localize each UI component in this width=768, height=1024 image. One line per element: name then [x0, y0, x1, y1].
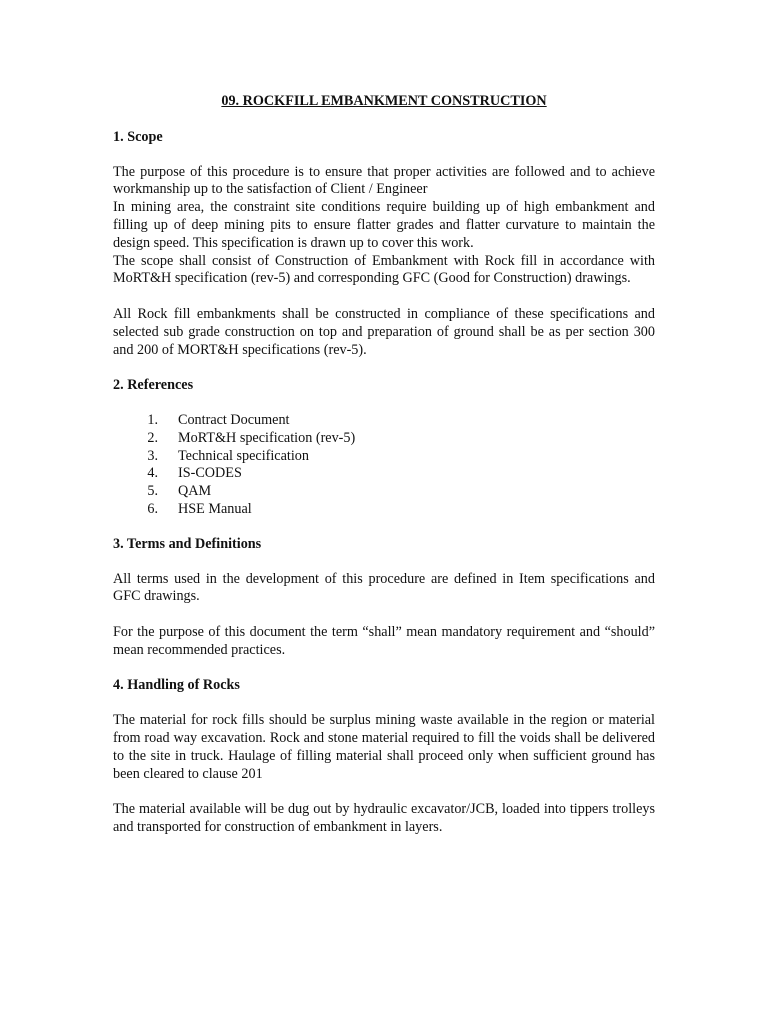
list-item — [133, 483, 655, 501]
list-item-number: 6. — [147, 500, 158, 517]
handling-paragraph-excavation: The material available will be dug out by hydraulic excavator/JCB, loaded into tippers trolleys and transported for construction of embankment in layers. — [113, 801, 655, 835]
scope-paragraph-compliance: All Rock fill embankments shall be constructed in compliance of these specifications and selected sub grade construction on top and preparation of ground shall be as per section 300 and 200 of MORT&H specifications (rev-5). — [113, 305, 655, 358]
section-heading-terms: 3. Terms and Definitions — [113, 535, 262, 552]
handling-paragraph-material: The material for rock fills should be surplus mining waste available in the region or material from road way excavation. Rock and stone material required to fill the voids shall be delivered to the site in truck. Haulage of filling material shall proceed only when sufficient ground has been cleared to clause 201 — [113, 712, 655, 782]
list-item — [133, 430, 655, 448]
paragraph-gap — [113, 288, 655, 306]
document-body — [113, 93, 655, 837]
list-item-number: 5. — [147, 483, 158, 500]
list-item-text: HSE Manual — [178, 500, 252, 517]
list-item-text: QAM — [178, 483, 212, 500]
list-item-number: 2. — [147, 429, 158, 446]
list-item — [133, 501, 655, 519]
section-heading-handling: 4. Handling of Rocks — [113, 677, 240, 694]
list-item-text: MoRT&H specification (rev-5) — [178, 429, 356, 446]
section-heading-scope: 1. Scope — [113, 128, 163, 145]
paragraph-gap — [113, 606, 655, 624]
paragraph-gap — [113, 660, 655, 678]
list-item-number: 3. — [147, 447, 158, 464]
list-item — [133, 412, 655, 430]
section-heading-references: 2. References — [113, 377, 194, 394]
scope-paragraph-mining-area: In mining area, the constraint site conditions require building up of high embankment and filling up of deep mining pits to ensure flatter grades and flatter curvature to maintain the design speed. This specification is drawn up to cover this work. — [113, 199, 655, 251]
paragraph-gap — [113, 359, 655, 377]
references-list — [113, 412, 655, 519]
scope-paragraph-construction: The scope shall consist of Construction of Embankment with Rock fill in accordance with MoRT&H specification (rev-5) and corresponding GFC (Good for Construction) drawings. — [113, 252, 655, 287]
scope-paragraph-purpose: The purpose of this procedure is to ensure that proper activities are followed and to achieve workmanship up to the satisfaction of Client / Engineer — [113, 163, 655, 198]
list-item-number: 1. — [147, 411, 158, 428]
list-item-text: Technical specification — [178, 447, 309, 464]
document-title: 09. ROCKFILL EMBANKMENT CONSTRUCTION — [221, 93, 547, 109]
terms-paragraph-shall-should: For the purpose of this document the term “shall” mean mandatory requirement and “should” mean recommended practices. — [113, 623, 655, 658]
list-item — [133, 465, 655, 483]
terms-paragraph-definitions: All terms used in the development of this procedure are defined in Item specifications and GFC drawings. — [113, 570, 655, 605]
list-item-text: IS-CODES — [178, 465, 242, 482]
list-item-text: Contract Document — [178, 411, 290, 428]
paragraph-gap — [113, 783, 655, 801]
list-item-number: 4. — [147, 465, 158, 482]
list-item — [133, 448, 655, 466]
